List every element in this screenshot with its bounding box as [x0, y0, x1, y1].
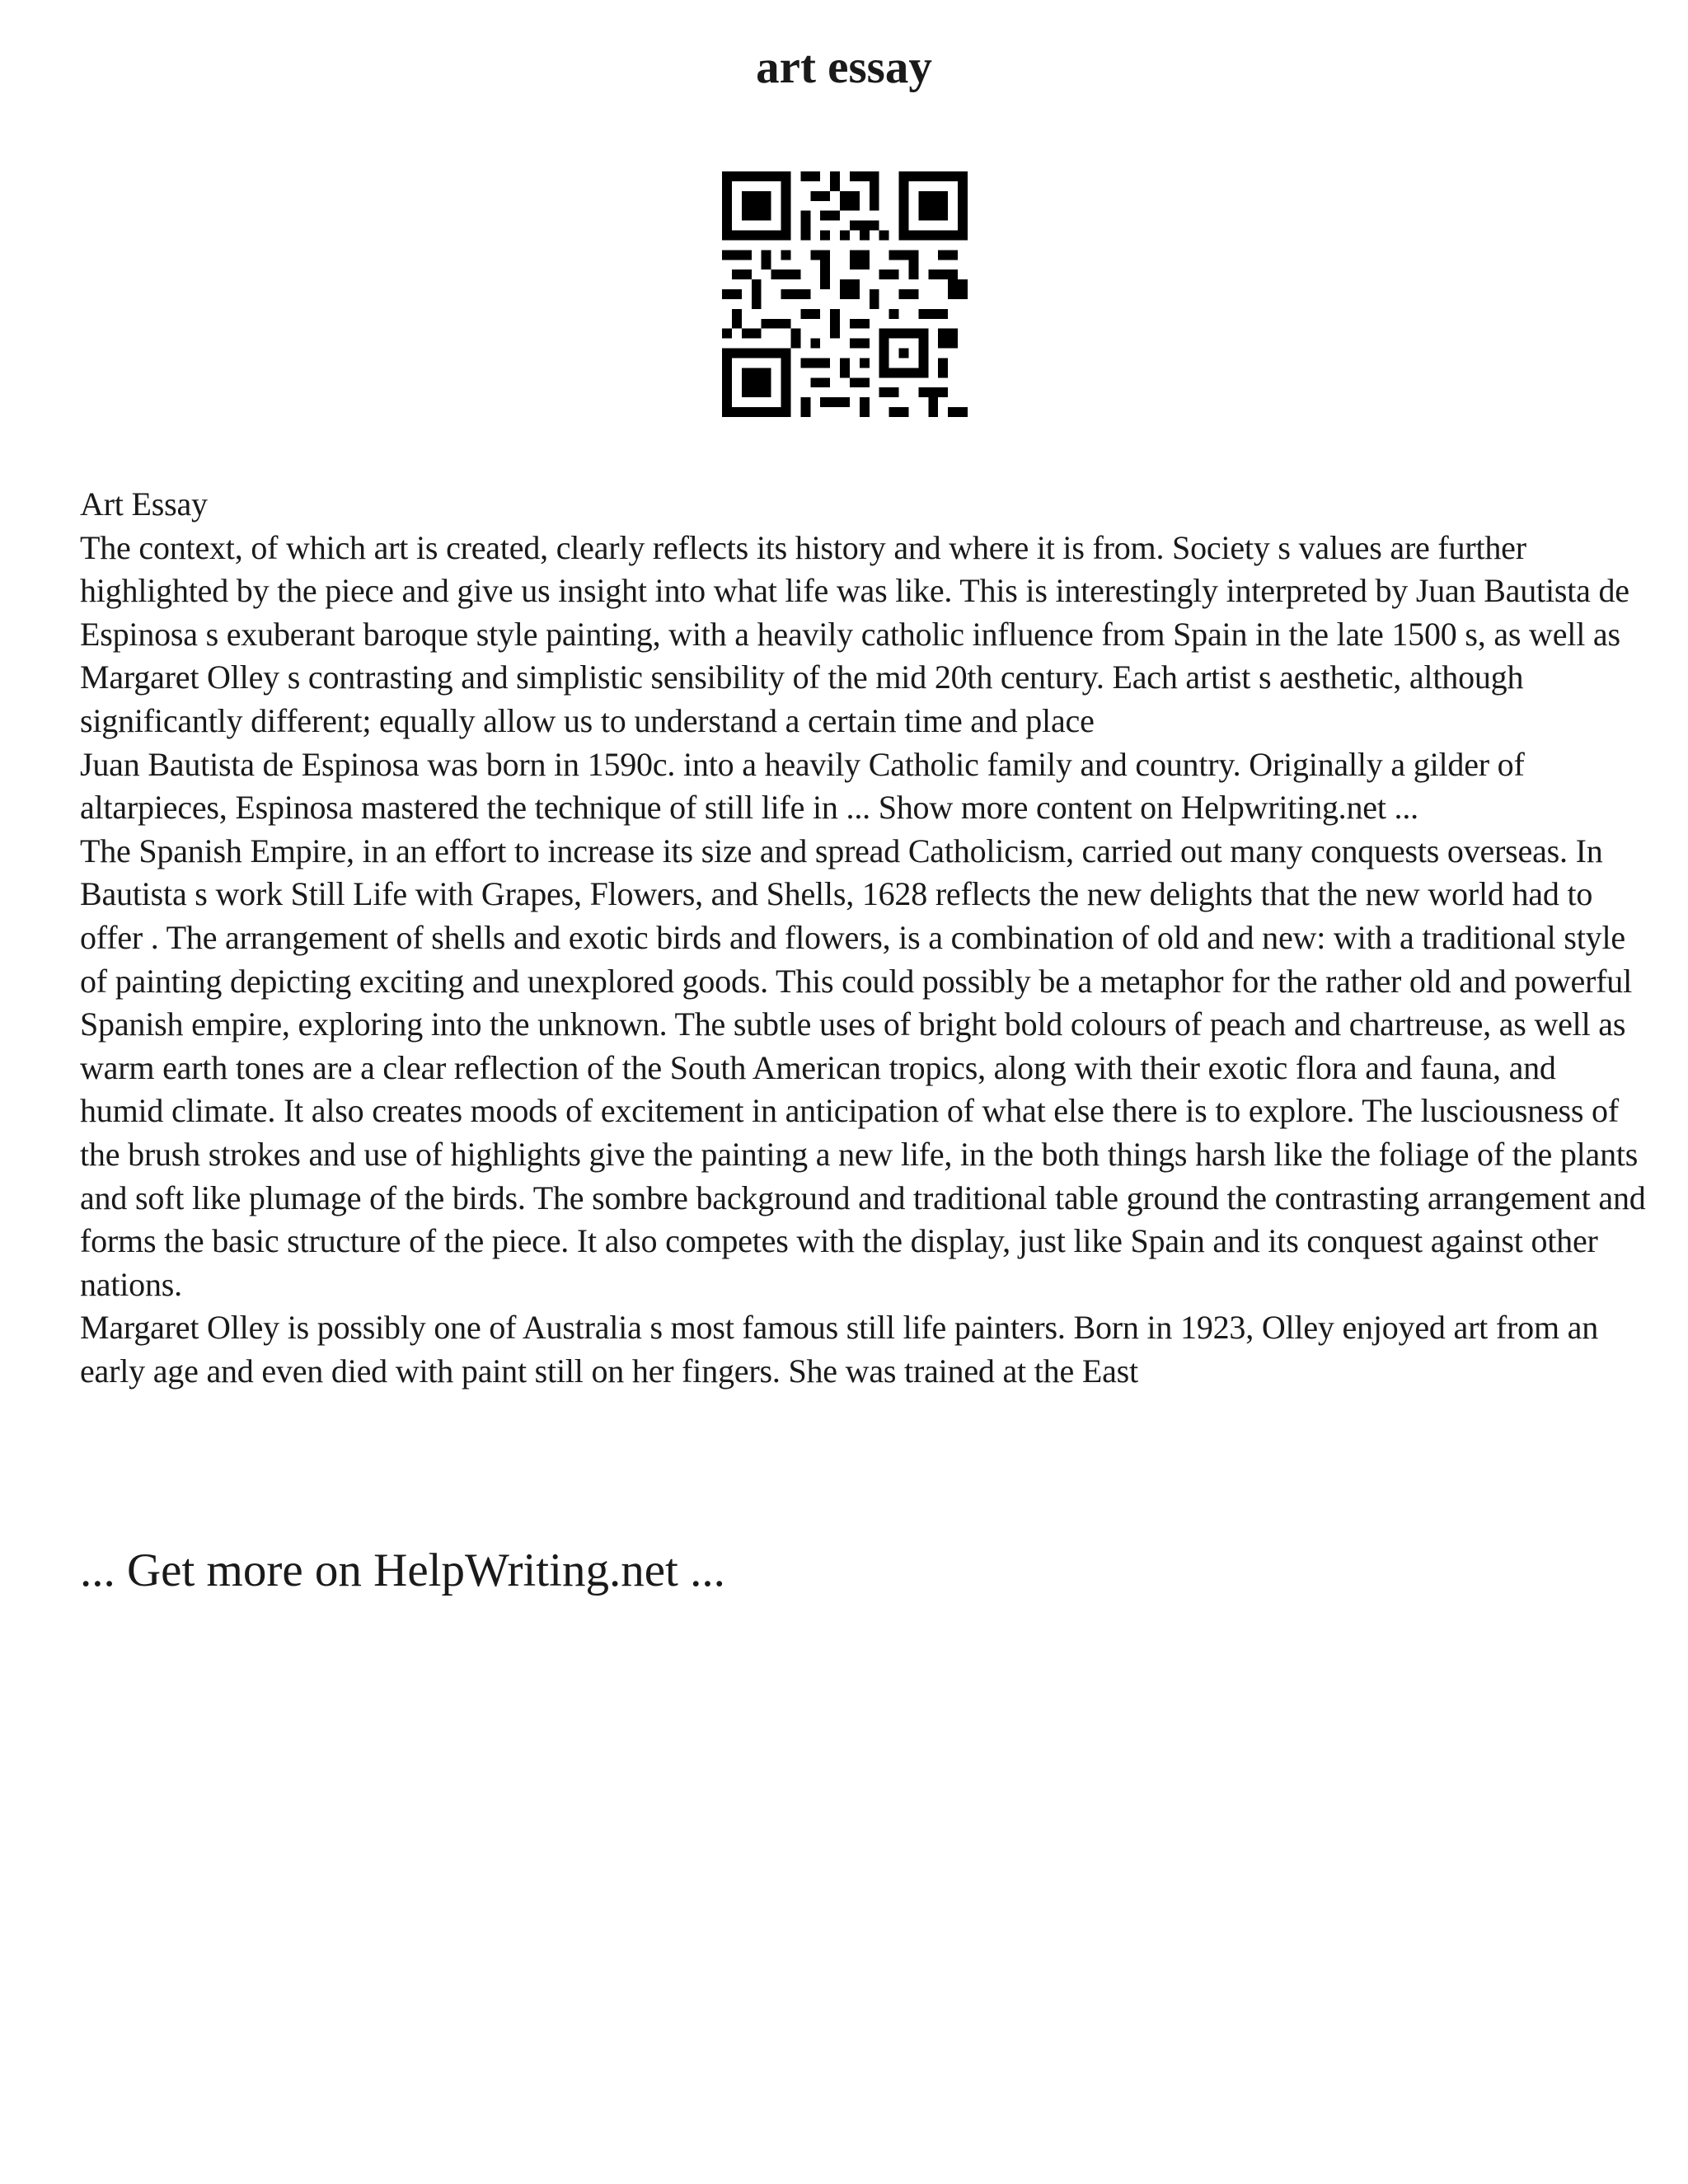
- essay-paragraph: Margaret Olley is possibly one of Australia s most famous still life painters. Born in 1923, Olley enjoyed art from an early age and even died with paint still on her fingers. She was trained at the East: [80, 1309, 1599, 1390]
- essay-body: [80, 483, 1646, 1393]
- essay-paragraph: The Spanish Empire, in an effort to increase its size and spread Catholicism, carried out many conquests overseas. In Bautista s work Still Life with Grapes, Flowers, and Shells, 1628 reflects the new delights that the new world had to offer . The arrangement of shells and exotic birds and flowers, is a combination of old and new: with a traditional style of painting depicting exciting and unexplored goods. This could possibly be a metaphor for the rather old and powerful Spanish empire, exploring into the unknown. The subtle uses of bright bold colours of peach and chartreuse, as well as warm earth tones are a clear reflection of the South American tropics, along with their exotic flora and fauna, and humid climate. It also creates moods of excitement in anticipation of what else there is to explore. The lusciousness of the brush strokes and use of highlights give the painting a new life, in the both things harsh like the foliage of the plants and soft like plumage of the birds. The sombre background and traditional table ground the contrasting arrangement and forms the basic structure of the piece. It also competes with the display, just like Spain and its conquest against other nations.: [80, 832, 1646, 1303]
- qr-code-icon: [722, 171, 968, 417]
- essay-heading: Art Essay: [80, 485, 208, 523]
- document-title: art essay: [756, 41, 932, 93]
- get-more-link[interactable]: ... Get more on HelpWriting.net ...: [80, 1544, 725, 1596]
- essay-paragraph: Juan Bautista de Espinosa was born in 1590c. into a heavily Catholic family and country. Originally a gilder of altarpieces, Espinosa mastered the technique of still life in ... Show more content on Helpwriting.net ...: [80, 745, 1525, 827]
- essay-paragraph: The context, of which art is created, clearly reflects its history and where it is from. Society s values are further highlighted by the piece and give us insight into what life was like. This is interestingly interpreted by Juan Bautista de Espinosa s exuberant baroque style painting, with a heavily catholic influence from Spain in the late 1500 s, as well as Margaret Olley s contrasting and simplistic sensibility of the mid 20th century. Each artist s aesthetic, although significantly different; equally allow us to understand a certain time and place: [80, 528, 1629, 739]
